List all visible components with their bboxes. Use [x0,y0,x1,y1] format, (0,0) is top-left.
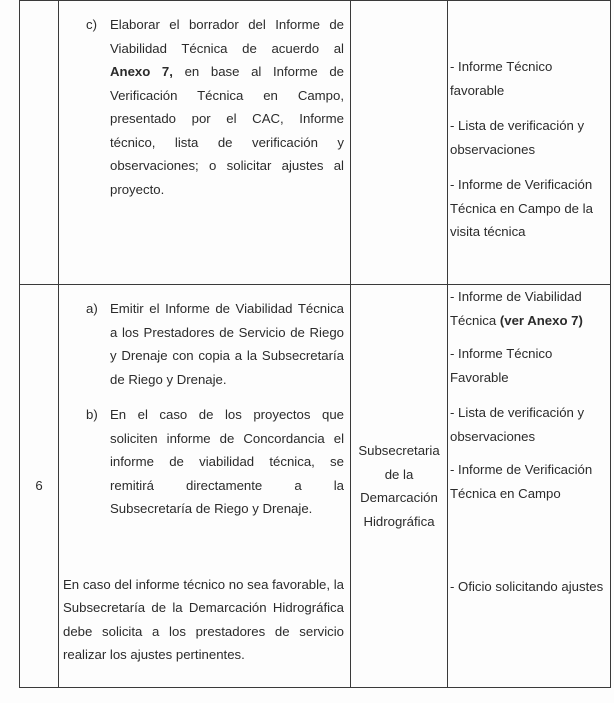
item-text: Elaborar el borrador del Informe de Viabilidad Técnica de acuerdo al Anexo 7, en base al Informe de Verificación Técnica en Campo, presentado por el CAC, Informe técnico, lista de verificación y observaciones; o solicitar ajustes al proyecto. [110,17,344,197]
document-item: - Informe de Verificación Técnica en Campo de la visita técnica [450,177,593,239]
document-item: - Informe de Verificación Técnica en Campo [450,462,593,501]
item-text: En el caso de los proyectos que soliciten informe de Concordancia el informe de viabilidad técnica, se remitirá directamente a la Subsecretaría de Riego y Drenaje. [110,407,344,516]
table-row-continuation [20,1,611,285]
unfavorable-note: En caso del informe técnico no sea favorable, la Subsecretaría de la Demarcación Hidrográfica debe solicita a los prestadores de servicio realizar los ajustes pertinentes. [63,576,344,662]
responsible-cell [351,285,448,688]
activity-cell [59,1,351,285]
activity-cell [59,285,351,688]
activity-item-a [59,297,350,391]
document-item: - Oficio solicitando ajustes [450,579,604,594]
responsible-cell [351,1,448,285]
step-number: 6 [35,478,43,494]
documents-cell [448,285,611,688]
item-label: a) [86,301,98,316]
item-label: c) [86,17,97,32]
activity-item-c [59,13,350,201]
document-item: - Lista de verificación y observaciones [450,405,585,444]
document-item: - Lista de verificación y observaciones [450,118,585,157]
procedure-table [19,0,611,688]
documents-cell [448,1,611,285]
item-label: b) [86,407,98,422]
activity-item-b [59,403,350,521]
table-row-step-6 [20,285,611,688]
step-number-cell [20,285,59,688]
responsible-unit: Subsecretaria de la Demarcación Hidrográfica [358,443,440,529]
document-item: - Informe de Viabilidad Técnica (ver Anexo 7) [450,289,583,328]
step-number-cell [20,1,59,285]
item-text: Emitir el Informe de Viabilidad Técnica a los Prestadores de Servicio de Riego y Drenaje con copia a la Subsecretaría de Riego y Drenaje. [110,301,344,387]
document-item: - Informe Técnico favorable [450,59,553,98]
document-item: - Informe Técnico Favorable [450,346,553,385]
